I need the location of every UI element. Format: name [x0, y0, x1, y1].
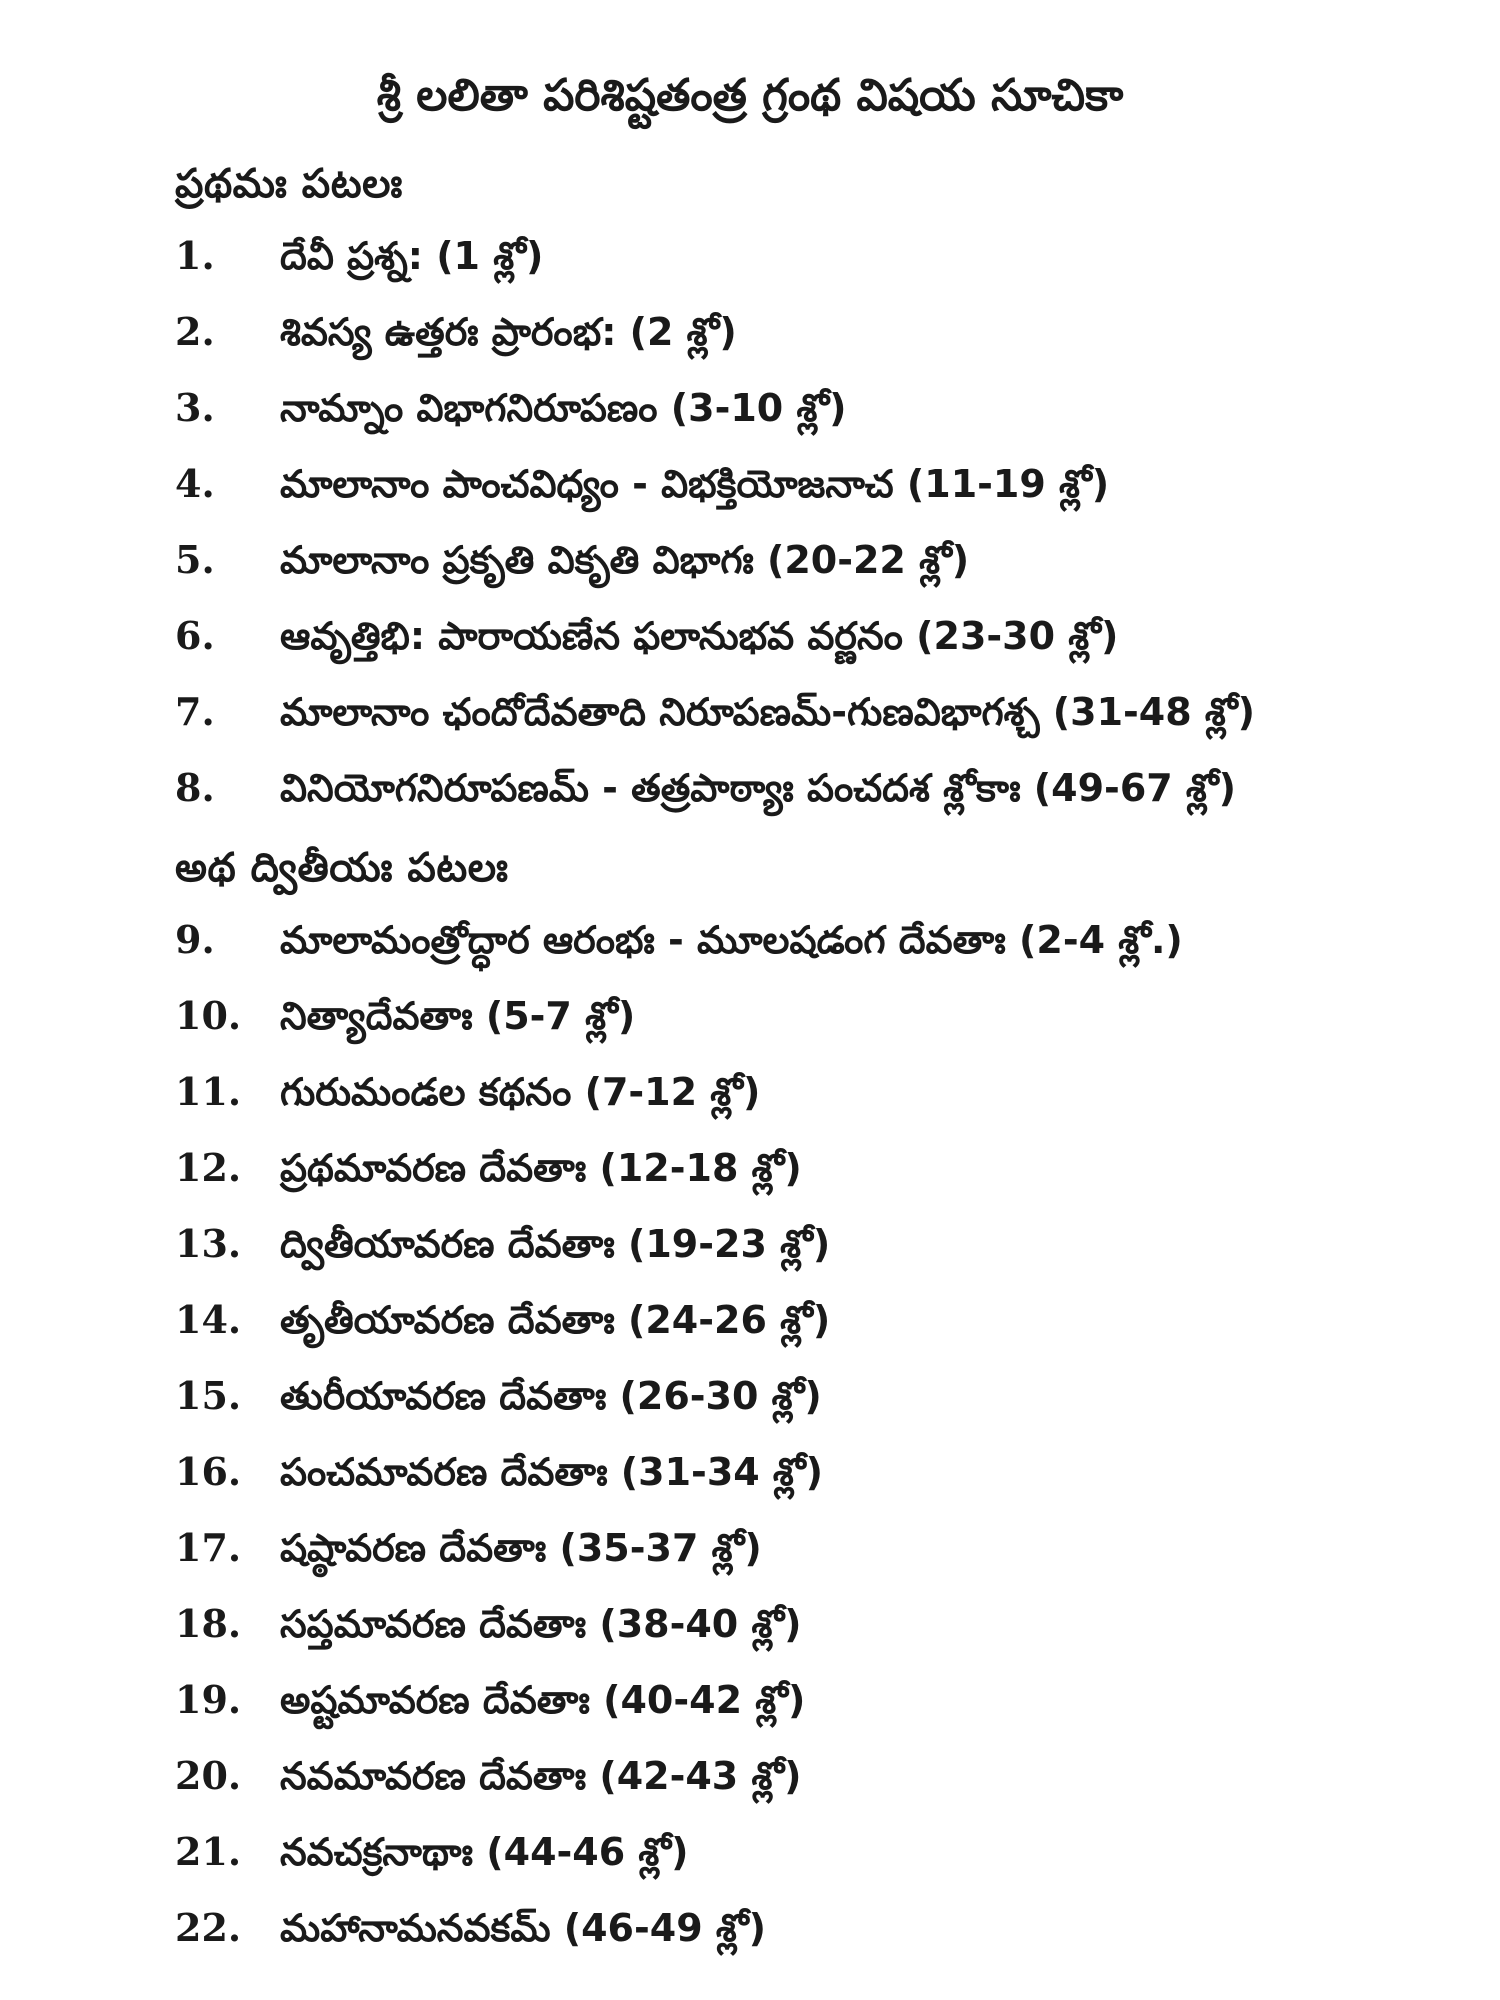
item-number: 14.	[175, 1297, 242, 1342]
item-text: మహానామనవకమ్ (46-49 శ్లో)	[280, 1906, 766, 1950]
item-number: 21.	[175, 1829, 242, 1874]
item-number: 18.	[175, 1601, 242, 1646]
item-number: 12.	[175, 1145, 242, 1190]
list-item	[175, 1366, 822, 1426]
item-text: ద్వితీయావరణ దేవతాః (19-23 శ్లో)	[280, 1222, 831, 1266]
list-item	[175, 1898, 766, 1958]
item-number: 11.	[175, 1069, 242, 1114]
item-text: గురుమండల కథనం (7-12 శ్లో)	[280, 1070, 761, 1114]
item-text: నవచక్రనాథాః (44-46 శ్లో)	[280, 1830, 689, 1874]
item-text: ఆవృత్తిభి: పారాయణేన ఫలానుభవ వర్ణనం (23-30 శ్లో)	[280, 614, 1119, 658]
item-text: దేవీ ప్రశ్న: (1 శ్లో)	[280, 234, 544, 278]
list-item	[175, 530, 969, 590]
item-number: 9.	[175, 917, 215, 962]
item-number: 3.	[175, 385, 215, 430]
item-text: మాలానాం పాంచవిధ్యం - విభక్తియోజనాచ (11-19 శ్లో)	[280, 462, 1110, 506]
item-number: 15.	[175, 1373, 242, 1418]
list-item	[175, 1442, 823, 1502]
item-number: 8.	[175, 765, 215, 810]
item-text: శివస్య ఉత్తరః ప్రారంభ: (2 శ్లో)	[280, 310, 737, 354]
list-item	[175, 454, 1109, 514]
item-text: అష్టమావరణ దేవతాః (40-42 శ్లో)	[280, 1678, 806, 1722]
item-text: నిత్యాదేవతాః (5-7 శ్లో)	[280, 994, 636, 1038]
item-number: 16.	[175, 1449, 242, 1494]
list-item	[175, 1138, 802, 1198]
item-number: 4.	[175, 461, 215, 506]
item-number: 2.	[175, 309, 215, 354]
page-title: శ్రీ లలితా పరిశిష్టతంత్ర గ్రంథ విషయ సూచికా	[376, 70, 1124, 121]
list-item	[175, 1290, 830, 1350]
item-text: నామ్నాం విభాగనిరూపణం (3-10 శ్లో)	[280, 386, 847, 430]
list-item	[175, 1670, 805, 1730]
item-number: 22.	[175, 1905, 242, 1950]
item-text: మాలామంత్రోద్ధార ఆరంభః - మూలషడంగ దేవతాః (2-4 శ్లో.)	[280, 918, 1183, 962]
list-item	[175, 986, 635, 1046]
list-item	[175, 1594, 802, 1654]
item-number: 10.	[175, 993, 242, 1038]
item-text: సప్తమావరణ దేవతాః (38-40 శ్లో)	[280, 1602, 802, 1646]
item-text: నవమావరణ దేవతాః (42-43 శ్లో)	[280, 1754, 802, 1798]
item-number: 19.	[175, 1677, 242, 1722]
list-item	[175, 378, 847, 438]
item-text: మాలానాం ప్రకృతి వికృతి విభాగః (20-22 శ్లో)	[280, 538, 970, 582]
item-text: పంచమావరణ దేవతాః (31-34 శ్లో)	[280, 1450, 824, 1494]
item-text: షష్ఠావరణ దేవతాః (35-37 శ్లో)	[280, 1526, 762, 1570]
list-item	[175, 1214, 830, 1274]
list-item	[175, 758, 1236, 818]
item-number: 17.	[175, 1525, 242, 1570]
item-number: 1.	[175, 233, 215, 278]
list-item	[175, 910, 1183, 970]
list-item	[175, 226, 543, 286]
section-heading-2: అథ ద్వితీయః పటలః	[175, 845, 509, 891]
list-item	[175, 1746, 802, 1806]
list-item	[175, 1518, 762, 1578]
item-number: 5.	[175, 537, 215, 582]
item-number: 6.	[175, 613, 215, 658]
item-text: తృతీయావరణ దేవతాః (24-26 శ్లో)	[280, 1298, 831, 1342]
item-text: ప్రథమావరణ దేవతాః (12-18 శ్లో)	[280, 1146, 802, 1190]
list-item	[175, 1062, 760, 1122]
list-item	[175, 682, 1255, 742]
list-item	[175, 1822, 689, 1882]
item-text: తురీయావరణ దేవతాః (26-30 శ్లో)	[280, 1374, 822, 1418]
item-text: వినియోగనిరూపణమ్ - తత్రపాఠ్యాః పంచదశ శ్లోకాః (49-67 శ్లో)	[280, 766, 1237, 810]
item-text: మాలానాం ఛందోదేవతాది నిరూపణమ్-గుణవిభాగశ్చ (31-48 శ్లో)	[280, 690, 1256, 734]
item-number: 7.	[175, 689, 215, 734]
item-number: 13.	[175, 1221, 242, 1266]
list-item	[175, 302, 737, 362]
list-item	[175, 606, 1118, 666]
section-heading-1: ప్రథమః పటలః	[175, 161, 403, 207]
item-number: 20.	[175, 1753, 242, 1798]
